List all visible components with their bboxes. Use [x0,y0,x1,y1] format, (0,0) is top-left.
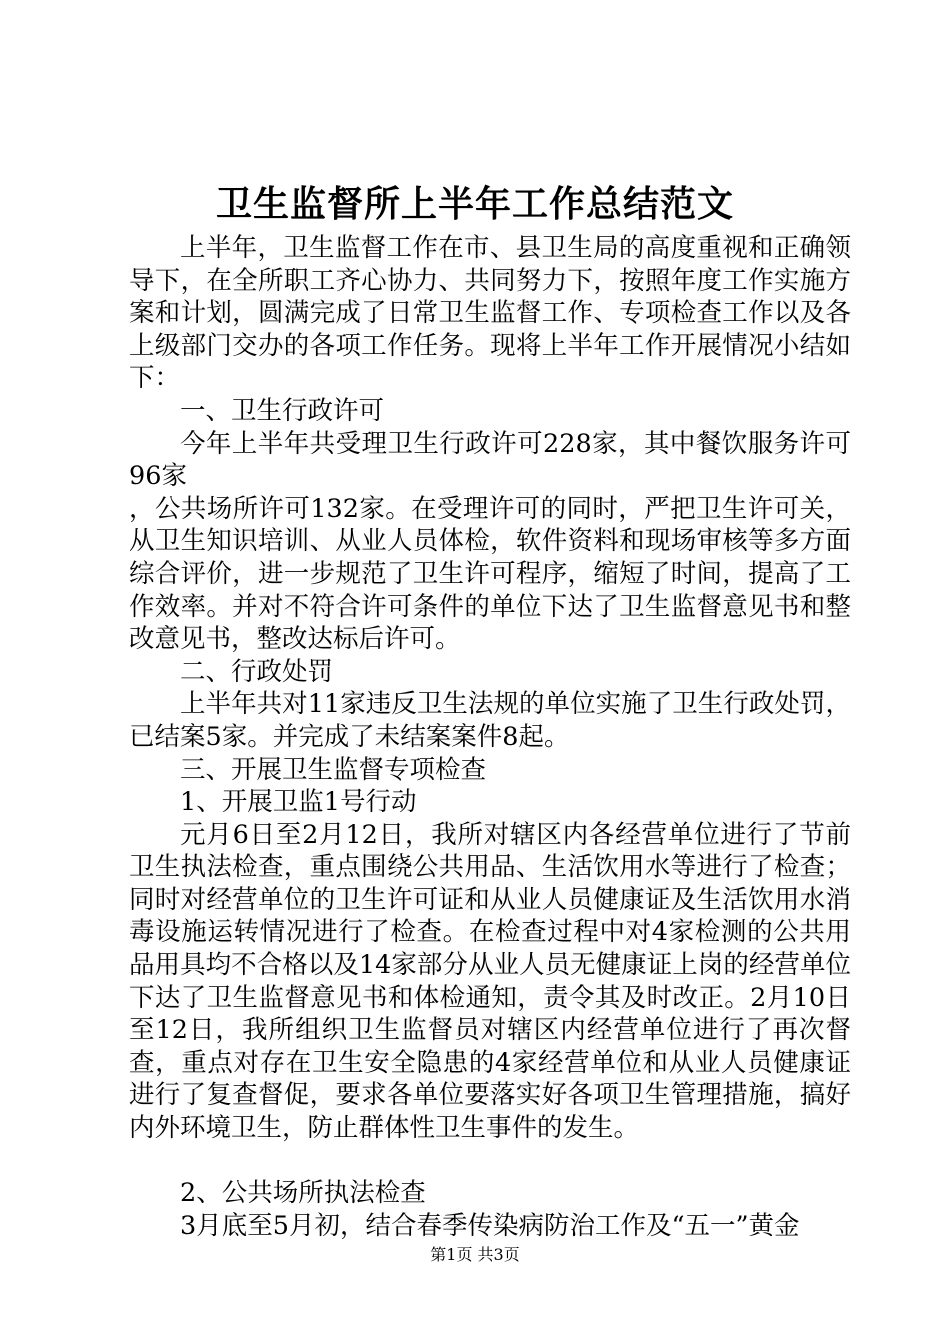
heading-section-1: 一、卫生行政许可 [180,395,385,426]
heading-section-2: 二、行政处罚 [180,656,334,687]
paragraph-intro: 上半年，卫生监督工作在市、县卫生局的高度重视和正确领导下，在全所职工齐心协力、共同努力下，按照年度工作实施方案和计划，圆满完成了日常卫生监督工作、专项检查工作以及各上级部门交办的各项工作任务。现将上半年工作开展情况小结如下： [129,233,851,394]
paragraph-permits-continued: ，公共场所许可132家。在受理许可的同时，严把卫生许可关，从卫生知识培训、从业人员体检，软件资料和现场审核等多方面综合评价，进一步规范了卫生许可程序，缩短了时间，提高了工作效率。并对不符合许可条件的单位下达了卫生监督意见书和整改意见书，整改达标后许可。 [129,493,851,655]
paragraph-public-places: 3月底至5月初，结合春季传染病防治工作及“五一”黄金 [180,1210,800,1241]
heading-section-3: 三、开展卫生监督专项检查 [180,754,487,785]
paragraph-permits: 今年上半年共受理卫生行政许可228家，其中餐饮服务许可96家 [129,428,851,492]
paragraph-action-1: 元月6日至2月12日，我所对辖区内各经营单位进行了节前卫生执法检查，重点围绕公共用品、生活饮用水等进行了检查；同时对经营单位的卫生许可证和从业人员健康证及生活饮用水消毒设施运转情况进行了检查。在检查过程中对4家检测的公共用品用具均不合格以及14家部分从业人员无健康证上岗的经营单位下达了卫生监督意见书和体检通知，责令其及时改正。2月10日至12日，我所组织卫生监督员对辖区内经营单位进行了再次督查，重点对存在卫生安全隐患的4家经营单位和从业人员健康证进行了复查督促，要求各单位要落实好各项卫生管理措施，搞好内外环境卫生，防止群体性卫生事件的发生。 [129,819,851,1144]
paragraph-penalties: 上半年共对11家违反卫生法规的单位实施了卫生行政处罚，已结案5家。并完成了未结案案件8起。 [129,689,851,752]
document-body [129,232,851,1242]
heading-subsection-2: 2、公共场所执法检查 [180,1178,426,1209]
document-title: 卫生监督所上半年工作总结范文 [215,183,734,225]
heading-subsection-1: 1、开展卫监1号行动 [180,787,417,818]
page-footer: 第1页 共3页 [430,1245,520,1264]
